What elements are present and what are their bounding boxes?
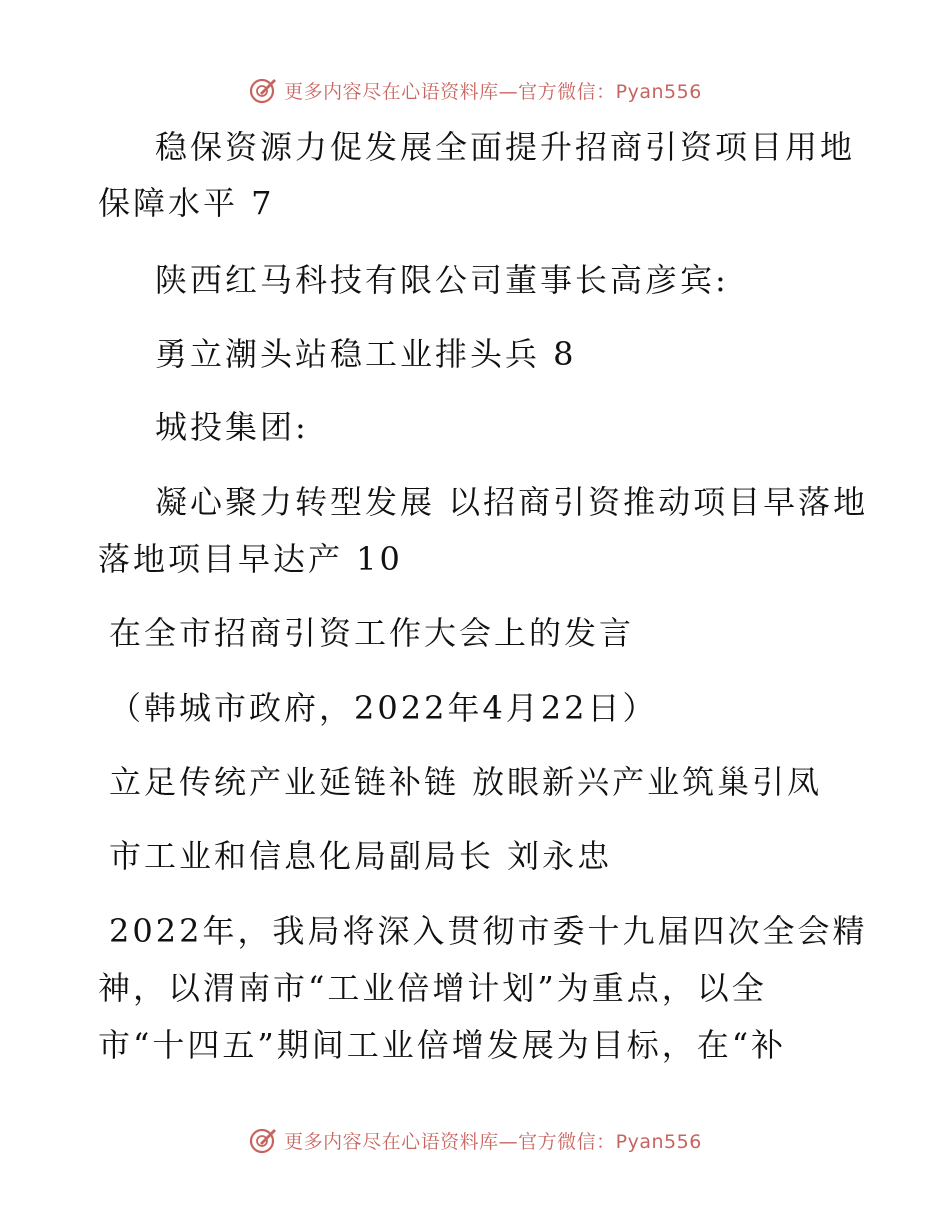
body-line: 神，以渭南市“工业倍增计划”为重点，以全 [98,969,767,1007]
watermark-text: 更多内容尽在心语资料库—官方微信：Pyan556 [284,80,702,103]
watermark-footer [0,1120,950,1160]
toc-line: 稳保资源力促发展全面提升招商引资项目用地 [155,128,856,166]
pen-logo-icon [248,1125,278,1155]
toc-line: 城投集团: [155,408,309,446]
watermark-text: 更多内容尽在心语资料库—官方微信：Pyan556 [284,1130,702,1153]
toc-line: 勇立潮头站稳工业排头兵 8 [155,335,577,373]
section-heading: 立足传统产业延链补链 放眼新兴产业筑巢引凤 [109,763,823,801]
body-line: 2022年，我局将深入贯彻市委十九届四次全会精 [109,912,868,950]
speech-source: （韩城市政府，2022年4月22日） [109,689,658,727]
toc-line: 落地项目早达产 10 [98,540,403,578]
toc-line: 陕西红马科技有限公司董事长高彦宾: [155,261,729,299]
toc-line: 凝心聚力转型发展 以招商引资推动项目早落地 [155,483,869,521]
pen-logo-icon [248,75,278,105]
speech-title: 在全市招商引资工作大会上的发言 [109,614,635,652]
toc-line: 保障水平 7 [98,184,275,222]
watermark-header [0,70,950,110]
body-line: 市“十四五”期间工业倍增发展为目标，在“补 [98,1026,787,1064]
speaker-line: 市工业和信息化局副局长 刘永忠 [109,837,613,875]
